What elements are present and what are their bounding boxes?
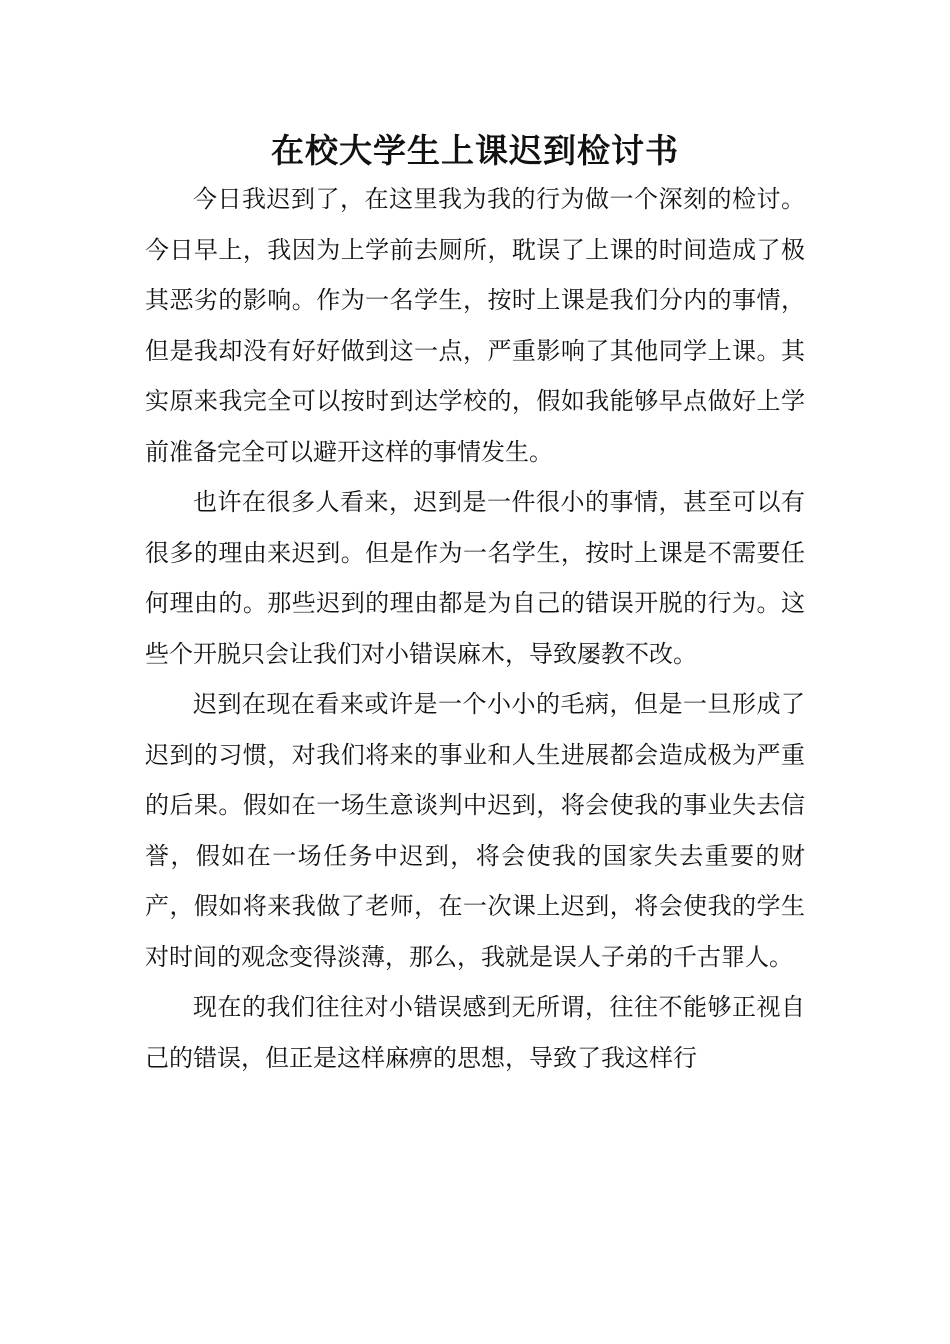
paragraph-3: 迟到在现在看来或许是一个小小的毛病，但是一旦形成了迟到的习惯，对我们将来的事业和人生进展都会造成极为严重的后果。假如在一场生意谈判中迟到，将会使我的事业失去信誉，假如在一场任务中迟到，将会使我的国家失去重要的财产，假如将来我做了老师，在一次课上迟到，将会使我的学生对时间的观念变得淡薄，那么，我就是误人子弟的千古罪人。 xyxy=(145,690,805,971)
paragraph-4: 现在的我们往往对小错误感到无所谓，往往不能够正视自己的错误，但正是这样麻痹的思想，导致了我这样行 xyxy=(145,993,805,1072)
paragraph-2: 也许在很多人看来，迟到是一件很小的事情，甚至可以有很多的理由来迟到。但是作为一名学生，按时上课是不需要任何理由的。那些迟到的理由都是为自己的错误开脱的行为。这些个开脱只会让我们对小错误麻木，导致屡教不改。 xyxy=(145,488,805,668)
document-title: 在校大学生上课迟到检讨书 xyxy=(271,131,679,170)
document-body xyxy=(145,174,805,1083)
paragraph-1: 今日我迟到了，在这里我为我的行为做一个深刻的检讨。今日早上，我因为上学前去厕所，耽误了上课的时间造成了极其恶劣的影响。作为一名学生，按时上课是我们分内的事情，但是我却没有好好做到这一点，严重影响了其他同学上课。其实原来我完全可以按时到达学校的，假如我能够早点做好上学前准备完全可以避开这样的事情发生。 xyxy=(145,185,805,466)
